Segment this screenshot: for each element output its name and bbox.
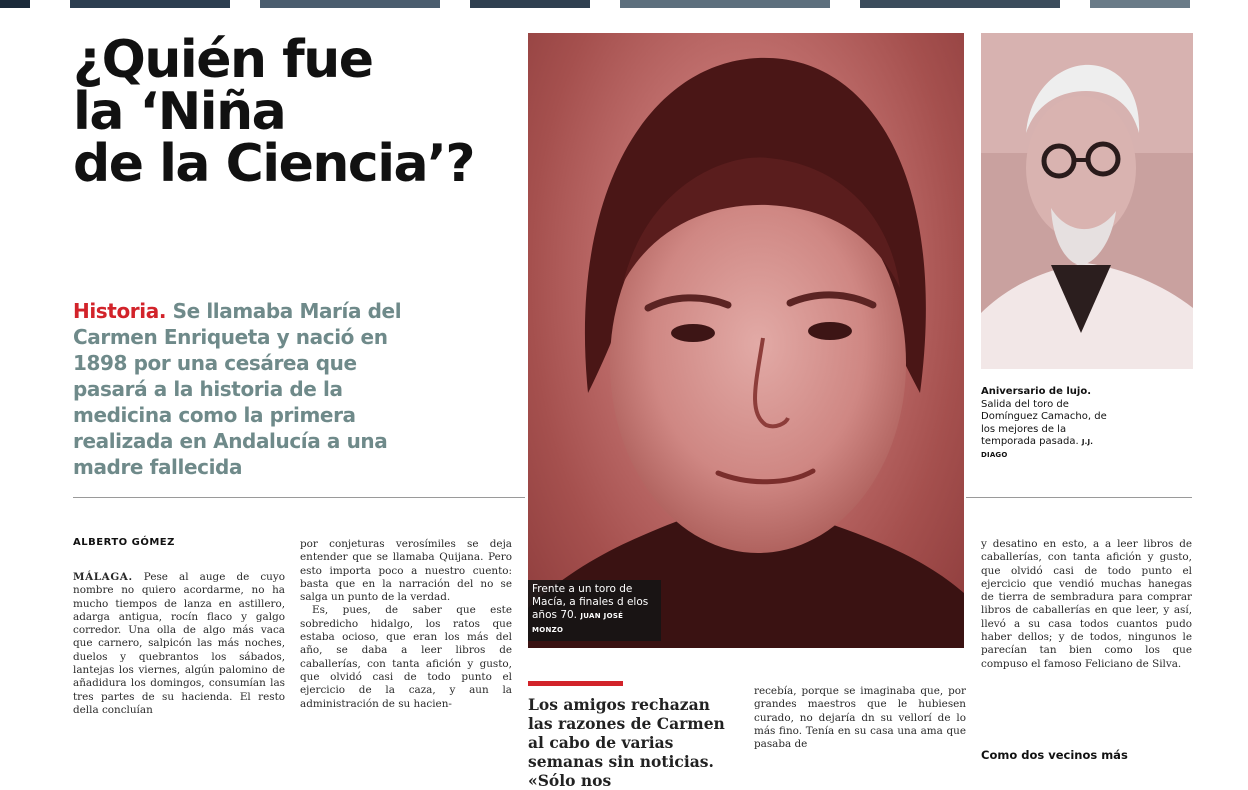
side-caption-credit: J.J. DIAGO (981, 438, 1094, 459)
headline-line-1: ¿Quién fue (73, 30, 373, 90)
section-subhead: Como dos vecinos más (981, 748, 1128, 762)
article-dek (73, 298, 413, 480)
body-column-3 (754, 685, 966, 751)
dek-kicker: Historia. (73, 299, 167, 323)
dek-text: Se llamaba María del Carmen Enriqueta y nació en 1898 por una cesárea que pasará a la historia de la medicina como la primera realizada en Andalucía a una madre fallecida (73, 299, 402, 479)
col3-paragraph: recebía, porque se imaginaba que, por grandes maestros que le hubiesen curado, no dejaría dn su vellorí de lo más fino. Tenía en su casa una ama que pasaba de (754, 685, 966, 751)
col2-paragraph-2: Es, pues, de saber que este sobredicho hidalgo, los ratos que estaba ocioso, que eran los más del año, se daba a leer libros de caballerías, con tanta afición y gusto, que olvidó casi de todo punto el ejercicio de la caza, y aun la administración de su hacien- (300, 604, 512, 710)
main-caption-credit: JUAN JOSÉ MONZO (532, 612, 624, 634)
body-column-4 (981, 538, 1192, 671)
body-column-1 (73, 571, 285, 717)
portrait-man-illustration (981, 33, 1193, 369)
article-headline (73, 30, 513, 194)
col4-paragraph: y desatino en esto, a a leer libros de caballerías, con tanta afición y gusto, que olvidó casi de todo punto el ejercicio que vendió muchas hanegas de tierra de sembradura para comprar libros de caballerías en que leer, y así, llevó a su casa todos cuantos pudo haber dellos; y de todos, ningunos le parecían tan bien como los que compuso el famoso Feliciano de Silva. (981, 538, 1192, 670)
top-photo-strip (0, 0, 1248, 8)
side-caption-text: Salida del toro de Domínguez Camacho, de los mejores de la temporada pasada. (981, 398, 1107, 447)
side-photo-caption (981, 386, 1121, 461)
col1-paragraph (73, 571, 285, 717)
main-portrait-photo (528, 33, 964, 648)
pull-quote-accent-bar (528, 681, 623, 686)
portrait-woman-illustration (528, 33, 964, 648)
pull-quote: Los amigos rechazan las razones de Carmen al cabo de varias semanas sin noticias. «Sólo nos (528, 695, 725, 790)
headline-line-3: de la Ciencia’? (73, 134, 475, 194)
section-divider-right (966, 497, 1192, 498)
main-photo-caption (528, 580, 661, 641)
col2-paragraph-1: por conjeturas verosímiles se deja entender que se llamaba Quijana. Pero esto importa poco a nuestro cuento: basta que en la narración del no se salga un punto de la verdad. (300, 538, 512, 604)
body-column-2 (300, 538, 512, 711)
dateline-city: MÁLAGA. (73, 571, 133, 583)
col1-text: Pese al auge de cuyo nombre no quiero acordarme, no ha mucho tiempos de lanza en astillero, adarga antigua, rocín flaco y galgo corredor. Una olla de algo más vaca que carnero, salpicón las más noches, duelos y quebrantos los sábados, lantejas los viernes, algún palomino de añadidura los domingos, consumían las tres partes de su hacienda. El resto della concluían (73, 571, 285, 716)
headline-line-2: la ‘Niña (73, 82, 286, 142)
main-caption-text: Frente a un toro de Macía, a finales d elos años 70. (532, 583, 649, 621)
side-caption-title: Aniversario de lujo. (981, 386, 1091, 397)
side-portrait-photo (981, 33, 1193, 369)
section-divider-left (73, 497, 525, 498)
byline: ALBERTO GÓMEZ (73, 537, 175, 548)
